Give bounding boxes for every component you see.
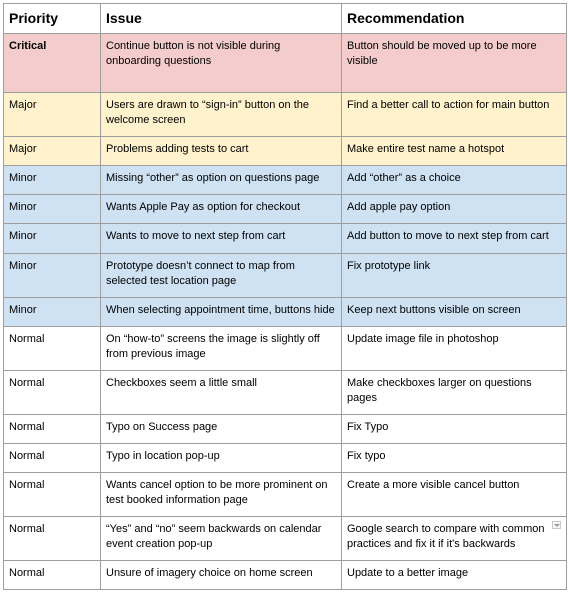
issue-cell[interactable]: Wants to move to next step from cart [101, 224, 342, 254]
header-recommendation[interactable]: Recommendation [342, 4, 567, 34]
recommendation-cell[interactable]: Button should be moved up to be more visible [342, 34, 567, 93]
issue-cell[interactable]: Prototype doesn’t connect to map from selected test location page [101, 254, 342, 298]
recommendation-cell[interactable]: Fix prototype link [342, 254, 567, 298]
recommendation-cell[interactable]: Fix typo [342, 444, 567, 473]
recommendation-cell[interactable]: Create a more visible cancel button [342, 473, 567, 517]
issue-cell[interactable]: Wants cancel option to be more prominent on test booked information page [101, 473, 342, 517]
priority-cell[interactable]: Normal [4, 517, 101, 561]
header-issue[interactable]: Issue [101, 4, 342, 34]
table-row [4, 254, 567, 298]
issue-cell[interactable]: Problems adding tests to cart [101, 137, 342, 166]
table-row [4, 517, 567, 561]
priority-cell[interactable]: Normal [4, 327, 101, 371]
priority-cell[interactable]: Major [4, 137, 101, 166]
table-row [4, 166, 567, 195]
priority-cell[interactable]: Minor [4, 298, 101, 327]
recommendation-cell[interactable]: Make checkboxes larger on questions pages [342, 371, 567, 415]
priority-cell[interactable]: Normal [4, 415, 101, 444]
recommendation-cell[interactable]: Keep next buttons visible on screen [342, 298, 567, 327]
table-row [4, 195, 567, 224]
table-header [4, 4, 567, 34]
priority-cell[interactable]: Normal [4, 473, 101, 517]
recommendation-cell[interactable]: Make entire test name a hotspot [342, 137, 567, 166]
priority-cell[interactable]: Critical [4, 34, 101, 93]
priority-cell[interactable]: Minor [4, 195, 101, 224]
recommendation-cell[interactable]: Update image file in photoshop [342, 327, 567, 371]
header-priority[interactable]: Priority [4, 4, 101, 34]
issue-cell[interactable]: Wants Apple Pay as option for checkout [101, 195, 342, 224]
priority-cell[interactable]: Minor [4, 254, 101, 298]
chevron-down-icon[interactable] [552, 521, 561, 529]
priority-cell[interactable]: Normal [4, 371, 101, 415]
priority-cell[interactable]: Major [4, 93, 101, 137]
issue-cell[interactable]: When selecting appointment time, buttons hide [101, 298, 342, 327]
table-row [4, 224, 567, 254]
table-row [4, 561, 567, 590]
issue-cell[interactable]: Unsure of imagery choice on home screen [101, 561, 342, 590]
recommendation-cell[interactable]: Add apple pay option [342, 195, 567, 224]
issues-table [3, 3, 567, 590]
issues-table-wrapper [3, 3, 567, 590]
table-row [4, 34, 567, 93]
table-row [4, 137, 567, 166]
priority-cell[interactable]: Normal [4, 444, 101, 473]
priority-cell[interactable]: Minor [4, 224, 101, 254]
issue-cell[interactable]: Missing “other” as option on questions page [101, 166, 342, 195]
recommendation-cell[interactable]: Find a better call to action for main button [342, 93, 567, 137]
recommendation-text: Google search to compare with common practices and fix it if it's backwards [347, 523, 545, 550]
issue-cell[interactable]: On “how-to” screens the image is slightly off from previous image [101, 327, 342, 371]
recommendation-cell[interactable]: Add button to move to next step from cart [342, 224, 567, 254]
issue-cell[interactable]: Continue button is not visible during onboarding questions [101, 34, 342, 93]
table-row [4, 327, 567, 371]
priority-cell[interactable]: Minor [4, 166, 101, 195]
priority-cell[interactable]: Normal [4, 561, 101, 590]
table-row [4, 371, 567, 415]
recommendation-cell[interactable] [342, 517, 567, 561]
table-body [4, 34, 567, 590]
table-row [4, 415, 567, 444]
table-row [4, 473, 567, 517]
table-row [4, 444, 567, 473]
issue-cell[interactable]: Users are drawn to “sign-in” button on the welcome screen [101, 93, 342, 137]
issue-cell[interactable]: Typo on Success page [101, 415, 342, 444]
header-row [4, 4, 567, 34]
issue-cell[interactable]: Typo in location pop-up [101, 444, 342, 473]
issue-cell[interactable]: “Yes” and “no” seem backwards on calendar event creation pop-up [101, 517, 342, 561]
recommendation-cell[interactable]: Add “other” as a choice [342, 166, 567, 195]
table-row [4, 93, 567, 137]
recommendation-cell[interactable]: Update to a better image [342, 561, 567, 590]
issue-cell[interactable]: Checkboxes seem a little small [101, 371, 342, 415]
table-row [4, 298, 567, 327]
recommendation-cell[interactable]: Fix Typo [342, 415, 567, 444]
